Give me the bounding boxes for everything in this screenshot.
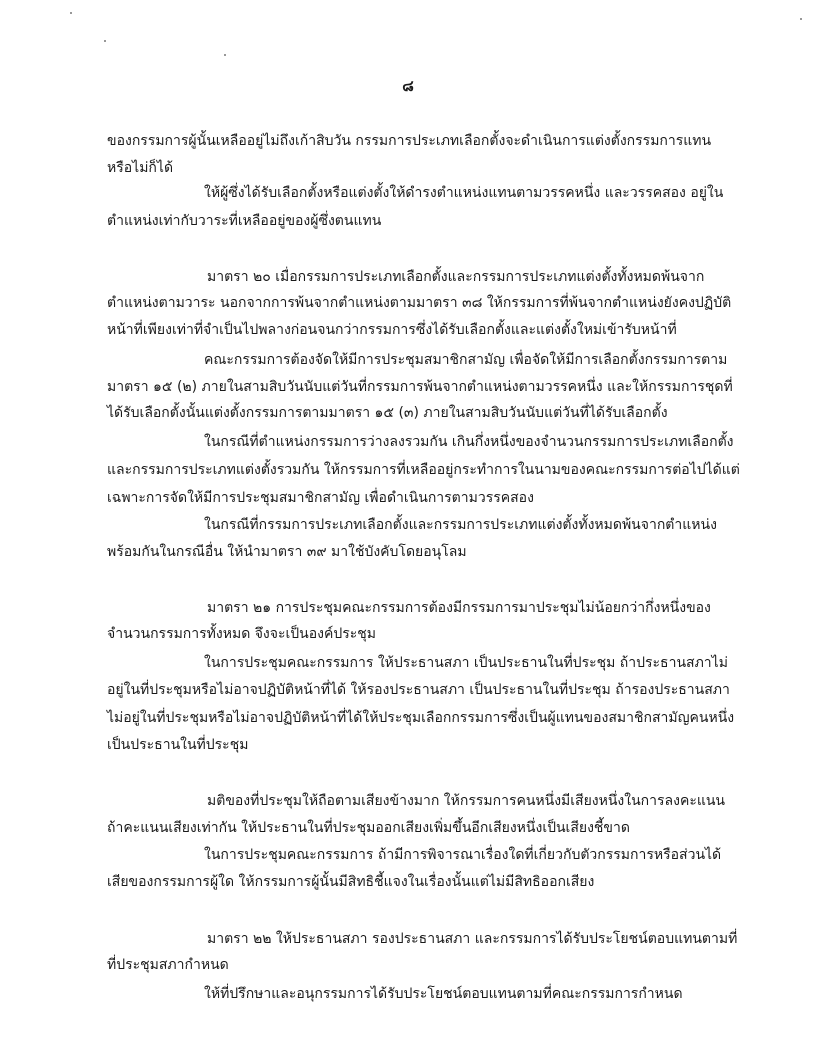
text-line: ที่ประชุมสภากำหนด xyxy=(107,957,229,973)
scan-speck xyxy=(224,54,226,56)
text-line: จำนวนกรรมการทั้งหมด จึงจะเป็นองค์ประชุม xyxy=(107,626,377,642)
section-22-heading: มาตรา ๒๒ ให้ประธานสภา รองประธานสภา และกรรมการได้รับประโยชน์ตอบแทนตามที่ xyxy=(207,931,738,947)
text-line: และกรรมการประเภทแต่งตั้งรวมกัน ให้กรรมการที่เหลืออยู่กระทำการในนามของคณะกรรมการต่อไปได้แต่ xyxy=(107,462,740,478)
text-line: ถ้าคะแนนเสียงเท่ากัน ให้ประธานในที่ประชุมออกเสียงเพิ่มขึ้นอีกเสียงหนึ่งเป็นเสียงชี้ขาด xyxy=(107,820,630,836)
section-20-heading: มาตรา ๒๐ เมื่อกรรมการประเภทเลือกตั้งและกรรมการประเภทแต่งตั้งทั้งหมดพ้นจาก xyxy=(207,269,705,285)
text-line: เป็นประธานในที่ประชุม xyxy=(107,737,249,753)
section-21-heading: มาตรา ๒๑ การประชุมคณะกรรมการต้องมีกรรมการมาประชุมไม่น้อยกว่ากึ่งหนึ่งของ xyxy=(207,600,711,616)
text-line: เฉพาะการจัดให้มีการประชุมสมาชิกสามัญ เพื่อดำเนินการตามวรรคสอง xyxy=(107,490,534,506)
text-line: ในการประชุมคณะกรรมการ ให้ประธานสภา เป็นประธานในที่ประชุม ถ้าประธานสภาไม่ xyxy=(204,655,728,671)
scan-speck xyxy=(70,12,72,14)
text-line: ให้ผู้ซึ่งได้รับเลือกตั้งหรือแต่งตั้งให้ดำรงตำแหน่งแทนตามวรรคหนึ่ง และวรรคสอง อยู่ใน xyxy=(204,185,724,201)
text-line: อยู่ในที่ประชุมหรือไม่อาจปฏิบัติหน้าที่ได้ ให้รองประธานสภา เป็นประธานในที่ประชุม ถ้ารองประธานสภา xyxy=(107,682,730,698)
text-line: ให้ที่ปรึกษาและอนุกรรมการได้รับประโยชน์ตอบแทนตามที่คณะกรรมการกำหนด xyxy=(204,986,683,1002)
text-line: ในการประชุมคณะกรรมการ ถ้ามีการพิจารณาเรื่องใดที่เกี่ยวกับตัวกรรมการหรือส่วนได้ xyxy=(204,847,722,863)
text-line: มาตรา ๑๕ (๒) ภายในสามสิบวันนับแต่วันที่กรรมการพ้นจากตำแหน่งตามวรรคหนึ่ง และให้กรรมการชุดที่ xyxy=(107,379,733,395)
text-line: คณะกรรมการต้องจัดให้มีการประชุมสมาชิกสามัญ เพื่อจัดให้มีการเลือกตั้งกรรมการตาม xyxy=(204,352,728,368)
page-number: ๘ xyxy=(402,77,414,95)
text-line: หรือไม่ก็ได้ xyxy=(107,160,174,176)
text-line: ไม่อยู่ในที่ประชุมหรือไม่อาจปฏิบัติหน้าที่ได้ให้ประชุมเลือกกรรมการซึ่งเป็นผู้แทนของสมาชิกสามัญคนหนึ่ง xyxy=(107,710,735,726)
text-line: พร้อมกันในกรณีอื่น ให้นำมาตรา ๓๙ มาใช้บังคับโดยอนุโลม xyxy=(107,544,467,560)
text-line: ในกรณีที่กรรมการประเภทเลือกตั้งและกรรมการประเภทแต่งตั้งทั้งหมดพ้นจากตำแหน่ง xyxy=(204,517,717,533)
text-line: มติของที่ประชุมให้ถือตามเสียงข้างมาก ให้กรรมการคนหนึ่งมีเสียงหนึ่งในการลงคะแนน xyxy=(207,793,725,809)
text-line: เสียของกรรมการผู้ใด ให้กรรมการผู้นั้นมีสิทธิชี้แจงในเรื่องนั้นแต่ไม่มีสิทธิออกเสียง xyxy=(107,874,595,890)
text-line: ได้รับเลือกตั้งนั้นแต่งตั้งกรรมการตามมาตรา ๑๕ (๓) ภายในสามสิบวันนับแต่วันที่ได้รับเลือกตั้ง xyxy=(107,405,668,421)
text-line: ในกรณีที่ตำแหน่งกรรมการว่างลงรวมกัน เกินกึ่งหนึ่งของจำนวนกรรมการประเภทเลือกตั้ง xyxy=(204,434,734,450)
text-line: หน้าที่เพียงเท่าที่จำเป็นไปพลางก่อนจนกว่ากรรมการซึ่งได้รับเลือกตั้งและแต่งตั้งใหม่เข้ารับหน้าที่ xyxy=(107,322,677,338)
text-line: ของกรรมการผู้นั้นเหลืออยู่ไม่ถึงเก้าสิบวัน กรรมการประเภทเลือกตั้งจะดำเนินการแต่งตั้งกรรมการแทน xyxy=(107,133,712,149)
text-line: ตำแหน่งตามวาระ นอกจากการพ้นจากตำแหน่งตามมาตรา ๓๘ ให้กรรมการที่พ้นจากตำแหน่งยังคงปฏิบัติ xyxy=(107,295,732,311)
scan-speck xyxy=(104,40,106,42)
text-line: ตำแหน่งเท่ากับวาระที่เหลืออยู่ของผู้ซึ่งตนแทน xyxy=(107,213,382,229)
scan-speck xyxy=(800,18,802,20)
